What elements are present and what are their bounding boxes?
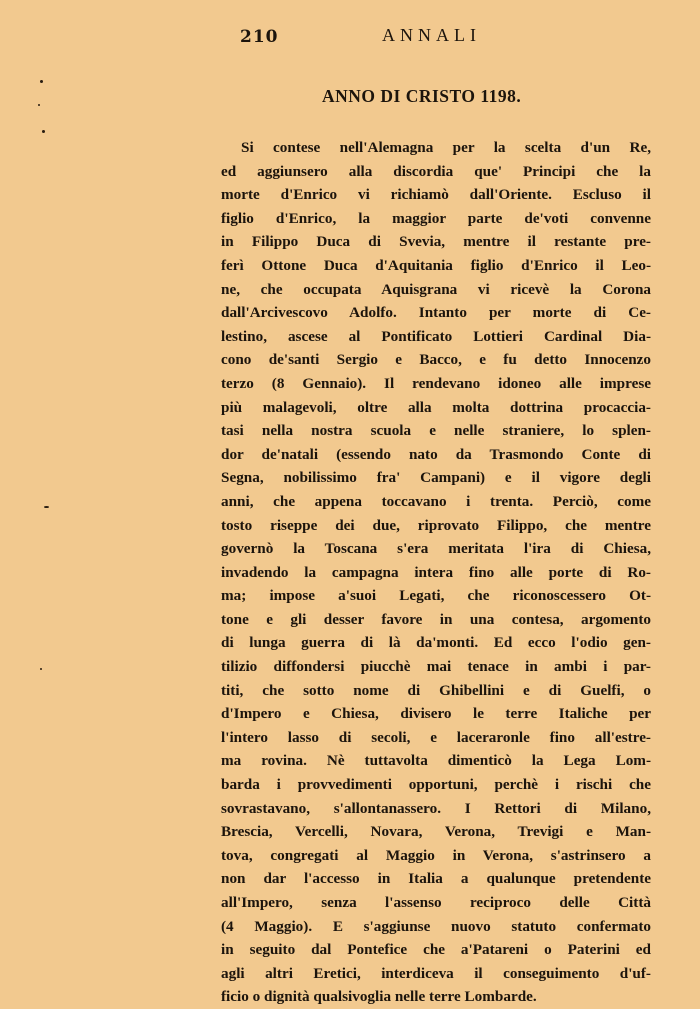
text-line: ma rovina. Nè tuttavolta dimenticò la Lega Lom-	[221, 752, 651, 770]
text-line: invadendo la campagna intera fino alle porte di Ro-	[221, 563, 651, 581]
text-line: Segna, nobilissimo fra' Campani) e il vigore degli	[221, 469, 651, 487]
text-line: dall'Arcivescovo Adolfo. Intanto per morte di Ce-	[221, 304, 651, 322]
text-line: (4 Maggio). E s'aggiunse nuovo statuto confermato	[221, 917, 651, 935]
text-line: ed aggiunsero alla discordia que' Principi che la	[221, 162, 651, 180]
text-line: di lunga guerra di là da'monti. Ed ecco l'odio gen-	[221, 634, 651, 652]
text-line: morte d'Enrico vi richiamò dall'Oriente. Escluso il	[221, 186, 651, 204]
text-line: all'Impero, senza l'assenso reciproco delle Città	[221, 894, 651, 911]
text-line: in Filippo Duca di Svevia, mentre il restante pre-	[221, 233, 651, 251]
text-line: l'intero lasso di secoli, e laceraronle fino all'estre-	[221, 728, 651, 746]
text-line: agli altri Eretici, interdiceva il conseguimento d'uf-	[221, 964, 651, 982]
text-line: più malagevoli, oltre alla molta dottrina procaccia-	[221, 398, 651, 416]
running-head: ANNALI	[382, 25, 481, 45]
text-line: terzo (8 Gennaio). Il rendevano idoneo alle imprese	[221, 374, 651, 392]
text-line: anni, che appena toccavano i trenta. Perciò, come	[221, 492, 651, 510]
text-line: Si contese nell'Alemagna per la scelta d'un Re,	[241, 139, 651, 156]
margin-speck	[42, 130, 45, 133]
margin-speck	[38, 104, 40, 106]
text-line: tilizio diffondersi piucchè mai tenace in ambi i par-	[221, 658, 651, 676]
text-line: lestino, ascese al Pontificato Lottieri Cardinal Dia-	[221, 327, 651, 345]
text-line: Brescia, Vercelli, Novara, Verona, Trevigi e Man-	[221, 823, 651, 841]
text-line: barda i provvedimenti opportuni, perchè i rischi che	[221, 776, 651, 794]
text-line: dor de'natali (essendo nato da Trasmondo Conte di	[221, 445, 651, 463]
text-line: governò la Toscana s'era meritata l'ira di Chiesa,	[221, 540, 651, 558]
page-number: 210	[240, 27, 279, 47]
text-line: cono de'santi Sergio e Bacco, e fu detto Innocenzo	[221, 351, 651, 369]
text-line: titi, che sotto nome di Ghibellini e di Guelfi, o	[221, 681, 651, 699]
text-line: in seguito dal Pontefice che a'Patareni o Paterini ed	[221, 941, 651, 959]
text-line: tasi nella nostra scuola e nelle straniere, lo splen-	[221, 422, 651, 440]
section-title: ANNO DI CRISTO 1198.	[322, 86, 522, 106]
text-line: ficio o dignità qualsivoglia nelle terre Lombarde.	[221, 988, 537, 1006]
text-line: ne, che occupata Aquisgrana vi ricevè la Corona	[221, 280, 651, 298]
text-line: ferì Ottone Duca d'Aquitania figlio d'Enrico il Leo-	[221, 256, 651, 274]
text-line: ma; impose a'suoi Legati, che riconoscessero Ot-	[221, 587, 651, 605]
margin-speck	[40, 80, 43, 83]
body-paragraph	[221, 136, 651, 1009]
text-line: d'Impero e Chiesa, divisero le terre Italiche per	[221, 705, 651, 723]
margin-speck	[44, 506, 49, 508]
text-line: tosto riseppe dei due, riprovato Filippo, che mentre	[221, 516, 651, 534]
text-line: non dar l'accesso in Italia a qualunque pretendente	[221, 870, 651, 888]
text-line: figlio d'Enrico, la maggior parte de'voti convenne	[221, 209, 651, 227]
text-line: tova, congregati al Maggio in Verona, s'astrinsero a	[221, 846, 651, 864]
text-line: sovrastavano, s'allontanassero. I Rettori di Milano,	[221, 799, 651, 817]
margin-speck	[40, 668, 42, 670]
text-line: tone e gli desser favore in una contesa, argomento	[221, 610, 651, 628]
